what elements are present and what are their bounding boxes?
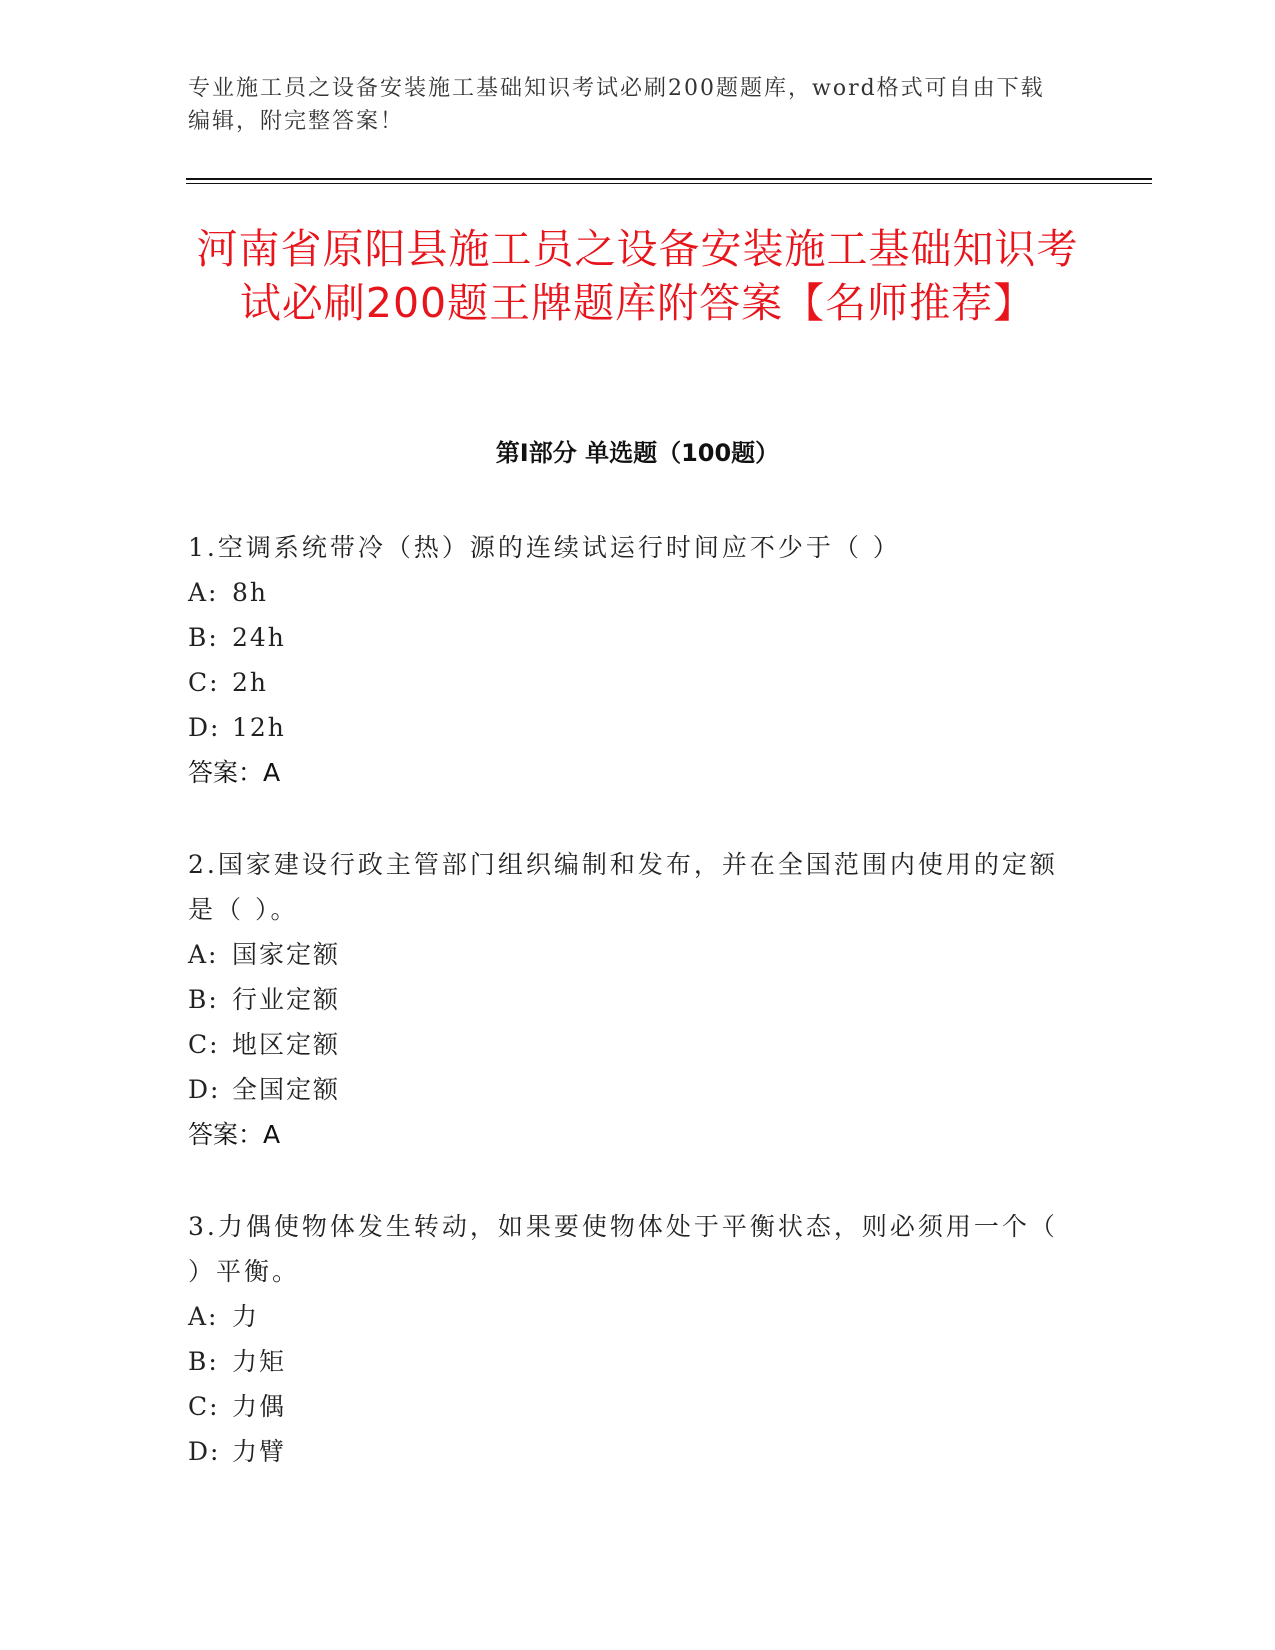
option-text: 力臂 — [232, 1437, 287, 1466]
option-key: D: — [188, 713, 221, 742]
option-key: B: — [188, 1347, 219, 1376]
option-text: 力偶 — [232, 1392, 287, 1421]
option-b — [188, 1339, 1068, 1384]
answer-line: 答案：A — [188, 1120, 281, 1149]
question-list — [188, 525, 1068, 1521]
header-rule-thick — [186, 178, 1152, 180]
option-key: D: — [188, 1437, 221, 1466]
option-text: 24h — [232, 623, 286, 652]
option-b — [188, 615, 1068, 660]
header-rule-thin — [186, 183, 1152, 184]
option-key: C: — [188, 1030, 220, 1059]
option-a — [188, 932, 1068, 977]
option-text: 地区定额 — [232, 1030, 341, 1059]
option-key: B: — [188, 623, 219, 652]
option-d — [188, 1067, 1068, 1112]
option-text: 力 — [232, 1302, 260, 1331]
question-stem: 2.国家建设行政主管部门组织编制和发布，并在全国范围内使用的定额是（ ）。 — [188, 850, 1058, 924]
question-stem: 1.空调系统带冷（热）源的连续试运行时间应不少于（ ） — [188, 533, 901, 562]
option-text: 全国定额 — [232, 1075, 341, 1104]
option-a — [188, 1294, 1068, 1339]
option-text: 行业定额 — [232, 985, 341, 1014]
option-key: C: — [188, 1392, 220, 1421]
option-key: D: — [188, 1075, 221, 1104]
document-title: 河南省原阳县施工员之设备安装施工基础知识考试必刷200题王牌题库附答案【名师推荐】 — [196, 225, 1079, 327]
option-key: A: — [188, 578, 219, 607]
option-text: 力矩 — [232, 1347, 287, 1376]
option-c — [188, 1022, 1068, 1067]
question-3 — [188, 1204, 1068, 1474]
option-a — [188, 570, 1068, 615]
section-heading: 第Ⅰ部分 单选题（100题） — [495, 439, 780, 467]
option-c — [188, 660, 1068, 705]
option-text: 8h — [232, 578, 269, 607]
question-stem: 3.力偶使物体发生转动，如果要使物体处于平衡状态，则必须用一个（ ）平衡。 — [188, 1212, 1058, 1286]
option-b — [188, 977, 1068, 1022]
option-d — [188, 705, 1068, 750]
option-key: A: — [188, 1302, 219, 1331]
option-key: C: — [188, 668, 220, 697]
header-note: 专业施工员之设备安装施工基础知识考试必刷200题题库，word格式可自由下载编辑，附完整答案！ — [188, 76, 1045, 134]
option-text: 2h — [232, 668, 269, 697]
option-key: A: — [188, 940, 219, 969]
option-d — [188, 1429, 1068, 1474]
option-key: B: — [188, 985, 219, 1014]
answer-line: 答案：A — [188, 758, 281, 787]
question-1 — [188, 525, 1068, 795]
option-text: 12h — [232, 713, 286, 742]
question-2 — [188, 842, 1068, 1157]
option-c — [188, 1384, 1068, 1429]
option-text: 国家定额 — [232, 940, 341, 969]
